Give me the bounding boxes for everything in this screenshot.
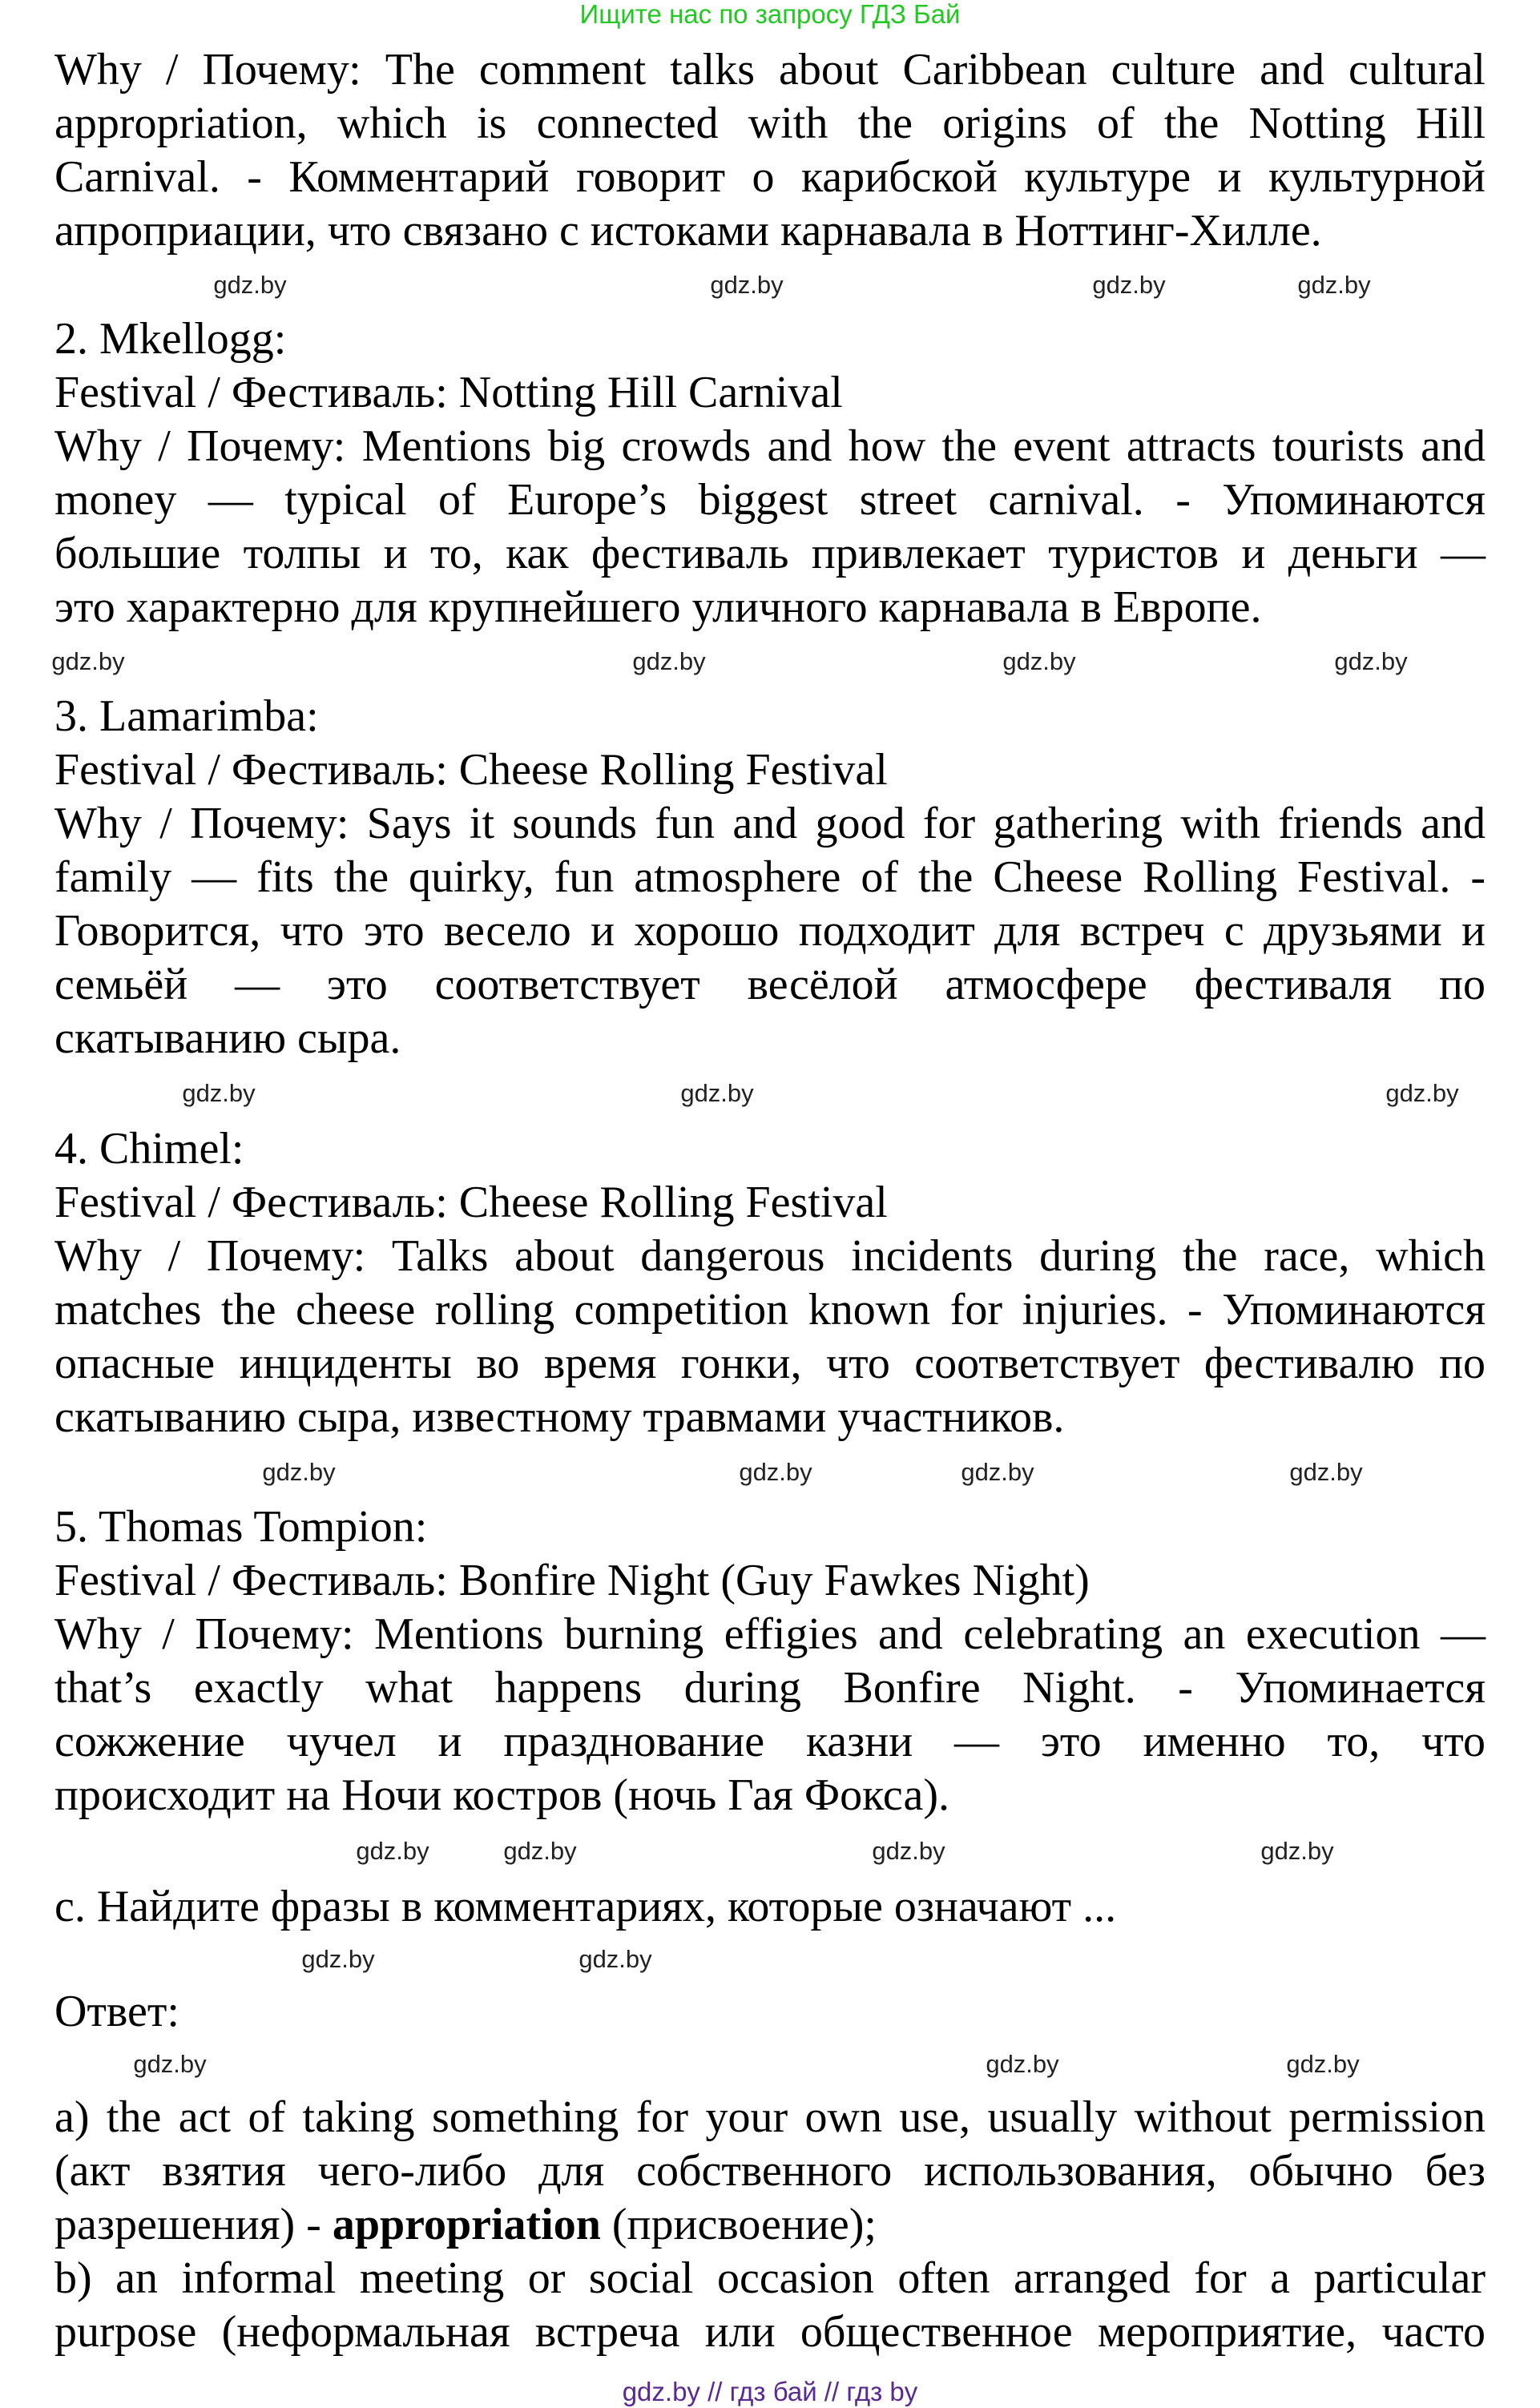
watermark: gdz.by xyxy=(356,1837,429,1865)
text-line: that’s exactly what happens during Bonfire Night. - Упоминается xyxy=(54,1663,1486,1713)
watermark: gdz.by xyxy=(301,1945,375,1973)
item-title: 5. Thomas Tompion: xyxy=(54,1502,428,1552)
text-line: семьёй — это соответствует весёлой атмосфере фестиваля по xyxy=(54,960,1486,1009)
text-line: appropriation, which is connected with the origins of the Notting Hill xyxy=(54,99,1486,148)
text-line: апроприации, что связано с истоками карнавала в Ноттинг-Хилле. xyxy=(54,206,1322,256)
text-line: Why / Почему: Says it sounds fun and good for gathering with friends and xyxy=(54,799,1486,848)
festival-line: Festival / Фестиваль: Bonfire Night (Guy Fawkes Night) xyxy=(54,1556,1090,1605)
answer-a-post: (присвоение); xyxy=(600,2200,877,2249)
watermark: gdz.by xyxy=(680,1079,754,1107)
watermark: gdz.by xyxy=(182,1079,256,1107)
footer-watermark: gdz.by // гдз бай // гдз by xyxy=(622,2377,918,2406)
text-line: Carnival. - Комментарий говорит о карибской культуре и культурной xyxy=(54,152,1486,202)
task-c xyxy=(54,1880,1486,1934)
text-line: большие толпы и то, как фестиваль привлекает туристов и деньги — xyxy=(54,529,1486,578)
watermark: gdz.by xyxy=(1334,647,1408,675)
text-line: Why / Почему: Mentions burning effigies and celebrating an execution — xyxy=(54,1609,1486,1659)
watermark: gdz.by xyxy=(1286,2050,1360,2078)
watermark: gdz.by xyxy=(1092,271,1166,299)
watermark: gdz.by xyxy=(872,1837,945,1865)
answer-a-line: a) the act of taking something for your own use, usually without permission xyxy=(54,2092,1486,2142)
item2 xyxy=(54,312,1486,634)
search-banner: Ищите нас по запросу ГДЗ Бай xyxy=(579,0,961,29)
text-line: Why / Почему: Mentions big crowds and how the event attracts tourists and xyxy=(54,421,1486,471)
watermark: gdz.by xyxy=(1297,271,1371,299)
answer-a-line xyxy=(54,2198,1486,2252)
watermark: gdz.by xyxy=(133,2050,207,2078)
answer-a-line: (акт взятия чего-либо для собственного использования, обычно без xyxy=(54,2146,1486,2196)
text-line: это характерно для крупнейшего уличного карнавала в Европе. xyxy=(54,582,1262,632)
answer-a-term: appropriation xyxy=(332,2200,601,2249)
watermark: gdz.by xyxy=(961,1458,1034,1486)
item3 xyxy=(54,690,1486,1065)
text-line: опасные инциденты во время гонки, что соответствует фестивалю по xyxy=(54,1339,1486,1388)
item5 xyxy=(54,1500,1486,1822)
text-line: Говорится, что это весело и хорошо подходит для встреч с друзьями и xyxy=(54,906,1486,956)
task-heading: c. Найдите фразы в комментариях, которые означают ... xyxy=(54,1882,1117,1931)
watermark: gdz.by xyxy=(1260,1837,1334,1865)
answer-b-line: purpose (неформальная встреча или общественное мероприятие, часто xyxy=(54,2307,1486,2357)
watermark: gdz.by xyxy=(1002,647,1076,675)
item-title: 3. Lamarimba: xyxy=(54,691,319,741)
answer-b-line: b) an informal meeting or social occasion often arranged for a particular xyxy=(54,2253,1486,2303)
watermark: gdz.by xyxy=(1385,1079,1459,1107)
answer-a-pre: разрешения) - xyxy=(54,2200,333,2249)
watermark: gdz.by xyxy=(213,271,287,299)
watermark: gdz.by xyxy=(986,2050,1059,2078)
watermark: gdz.by xyxy=(1289,1458,1363,1486)
item-title: 2. Mkellogg: xyxy=(54,314,287,364)
festival-line: Festival / Фестиваль: Cheese Rolling Festival xyxy=(54,745,888,795)
text-line: скатыванию сыра, известному травмами участников. xyxy=(54,1392,1065,1442)
watermark: gdz.by xyxy=(503,1837,577,1865)
text-line: matches the cheese rolling competition known for injuries. - Упоминаются xyxy=(54,1285,1486,1335)
watermark: gdz.by xyxy=(579,1945,652,1973)
festival-line: Festival / Фестиваль: Notting Hill Carnival xyxy=(54,368,843,417)
text-line: Why / Почему: Talks about dangerous incidents during the race, which xyxy=(54,1231,1486,1281)
item4 xyxy=(54,1122,1486,1444)
watermark: gdz.by xyxy=(632,647,706,675)
answer-label-block xyxy=(54,1985,1486,2039)
watermark: gdz.by xyxy=(739,1458,812,1486)
text-line: money — typical of Europe’s biggest street carnival. - Упоминаются xyxy=(54,475,1486,525)
festival-line: Festival / Фестиваль: Cheese Rolling Festival xyxy=(54,1178,888,1227)
text-line: сожжение чучел и празднование казни — это именно то, что xyxy=(54,1717,1486,1766)
text-line: Why / Почему: The comment talks about Caribbean culture and cultural xyxy=(54,45,1486,95)
answers xyxy=(54,2091,1486,2359)
item1-explanation xyxy=(54,43,1486,258)
text-line: скатыванию сыра. xyxy=(54,1013,401,1063)
watermark: gdz.by xyxy=(51,647,125,675)
text-line: происходит на Ночи костров (ночь Гая Фокса). xyxy=(54,1770,949,1820)
item-title: 4. Chimel: xyxy=(54,1124,244,1174)
text-line: family — fits the quirky, fun atmosphere of the Cheese Rolling Festival. - xyxy=(54,852,1486,902)
answer-label: Ответ: xyxy=(54,1987,179,2036)
watermark: gdz.by xyxy=(710,271,784,299)
watermark: gdz.by xyxy=(262,1458,336,1486)
